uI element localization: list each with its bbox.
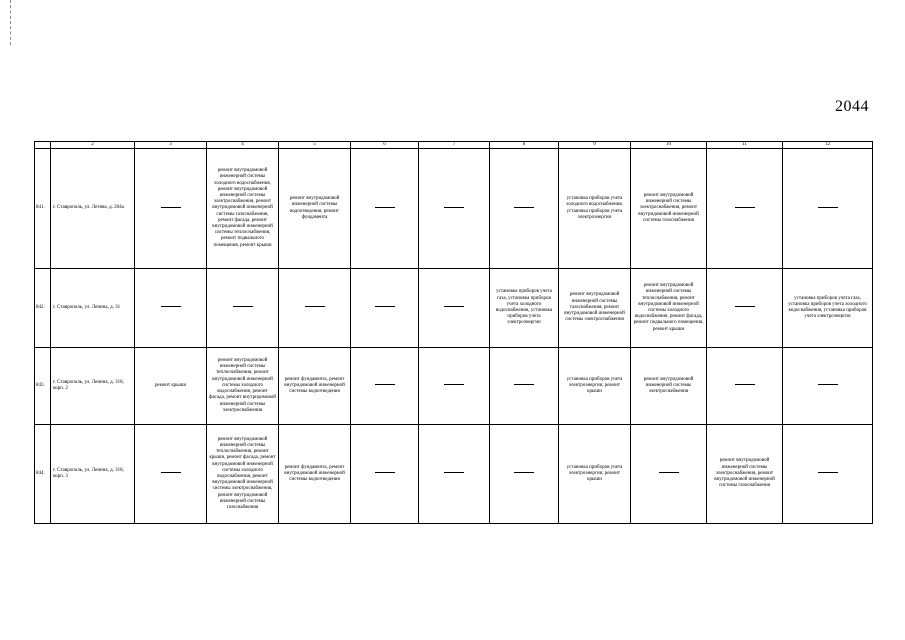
work-cell-col4 [207, 269, 279, 348]
work-cell-col11 [707, 269, 783, 348]
address-cell: г. Ставрополь, ул. Летяна, д. 204а [51, 149, 135, 269]
column-number: 10 [631, 142, 707, 149]
column-number: 7 [419, 142, 490, 149]
row-number: 844. [35, 425, 51, 524]
dash-mark [818, 384, 838, 385]
work-cell-col3: ремонт крыши [135, 348, 207, 425]
row-number: 842. [35, 269, 51, 348]
column-number: 5 [279, 142, 351, 149]
work-cell-col4: ремонт внутридомовой инженерной системы теплоснабжения, ремонт внутридомовой инженерной системы холодного водоснабжения, ремонт фасада, ремонт внутридомовой инженерной системы электроснабжения [207, 348, 279, 425]
work-cell-col11 [707, 149, 783, 269]
dash-mark [735, 306, 755, 307]
work-cell-col9: установка приборов учета холодного водоснабжения, установка приборов учета электроэнергии [559, 149, 631, 269]
address-cell: г. Ставрополь, ул. Ленина, д. 318, корп. 2 [51, 348, 135, 425]
work-cell-col6 [351, 348, 419, 425]
dash-mark [514, 207, 534, 208]
column-number: 8 [490, 142, 559, 149]
dash-mark [161, 306, 181, 307]
column-number: 6 [351, 142, 419, 149]
column-number: 3 [135, 142, 207, 149]
work-cell-col10: ремонт внутридомовой инженерной системы электроснабжения [631, 348, 707, 425]
margin-rule [10, 0, 11, 45]
dash-mark [818, 207, 838, 208]
work-cell-col4: ремонт внутридомовой инженерной системы теплоснабжения, ремонт крыши, ремонт фасада, ремонт внутридомовой инженерной системы холодного водоснабжения, ремонт внутридомовой инженерной системы электроснабжения, ремонт внутридомовой инженерной системы газоснабжения [207, 425, 279, 524]
dash-mark [161, 472, 181, 473]
work-cell-col12: установка приборов учета газа, установка приборов учета холодного водоснабжения, установка приборов учета электроэнергии [783, 269, 873, 348]
work-cell-col5: ремонт фундамента, ремонт внутридомовой инженерной системы водоотведения [279, 348, 351, 425]
work-cell-col3 [135, 425, 207, 524]
work-cell-col8 [490, 348, 559, 425]
repair-program-table [34, 141, 873, 524]
work-cell-col8 [490, 425, 559, 524]
dash-mark [233, 306, 253, 307]
row-number: 843. [35, 348, 51, 425]
dash-mark [375, 384, 395, 385]
work-cell-col4: ремонт внутридомовой инженерной системы холодного водоснабжения, ремонт внутридомовой инженерной системы электроснабжения, ремонт внутридомовой инженерной системы газоснабжения, ремонт фасада, ремонт внутридомовой инженерной системы теплоснабжения, ремонт подвального помещения, ремонт крыши [207, 149, 279, 269]
dash-mark [444, 207, 464, 208]
dash-mark [735, 384, 755, 385]
table-row [35, 348, 873, 425]
column-number-row [35, 142, 873, 149]
work-cell-col6 [351, 149, 419, 269]
table-row [35, 269, 873, 348]
table-row [35, 425, 873, 524]
column-number: 9 [559, 142, 631, 149]
dash-mark [444, 306, 464, 307]
work-cell-col10: ремонт внутридомовой инженерной системы электроснабжения, ремонт внутридомовой инженерной системы газоснабжения [631, 149, 707, 269]
work-cell-col7 [419, 348, 490, 425]
work-cell-col5: ремонт внутридомовой инженерной системы водоотведения, ремонт фундамента [279, 149, 351, 269]
work-cell-col11: ремонт внутридомовой инженерной системы электроснабжения, ремонт внутридомовой инженерной системы газоснабжения [707, 425, 783, 524]
table-row [35, 149, 873, 269]
dash-mark [375, 472, 395, 473]
work-cell-col6 [351, 425, 419, 524]
dash-mark [514, 472, 534, 473]
work-cell-col3 [135, 269, 207, 348]
work-cell-col7 [419, 269, 490, 348]
work-cell-col3 [135, 149, 207, 269]
column-number [35, 142, 51, 149]
dash-mark [659, 472, 679, 473]
dash-mark [305, 306, 325, 307]
dash-mark [818, 472, 838, 473]
address-cell: г. Ставрополь, ул. Ленина, д. 31 [51, 269, 135, 348]
dash-mark [161, 207, 181, 208]
work-cell-col5: ремонт фундамента, ремонт внутридомовой инженерной системы водоотведения [279, 425, 351, 524]
column-number: 12 [783, 142, 873, 149]
page-number: 2044 [835, 98, 869, 115]
row-number: 841. [35, 149, 51, 269]
work-cell-col12 [783, 425, 873, 524]
dash-mark [735, 207, 755, 208]
work-cell-col7 [419, 425, 490, 524]
dash-mark [444, 472, 464, 473]
dash-mark [375, 207, 395, 208]
column-number: 4 [207, 142, 279, 149]
dash-mark [514, 384, 534, 385]
work-cell-col9: ремонт внутридомовой инженерной системы газоснабжения, ремонт внутридомовой инженерной системы электроснабжения [559, 269, 631, 348]
column-number: 2 [51, 142, 135, 149]
work-cell-col11 [707, 348, 783, 425]
work-cell-col12 [783, 149, 873, 269]
work-cell-col5 [279, 269, 351, 348]
dash-mark [444, 384, 464, 385]
work-cell-col10: ремонт внутридомовой инженерной системы теплоснабжения, ремонт внутридомовой инженерной системы холодного водоснабжения, ремонт фасада, ремонт подвального помещения, ремонт крыши [631, 269, 707, 348]
work-cell-col10 [631, 425, 707, 524]
work-cell-col9: установка приборов учета электроэнергии, ремонт крыши [559, 348, 631, 425]
column-number: 11 [707, 142, 783, 149]
work-cell-col12 [783, 348, 873, 425]
work-cell-col8 [490, 149, 559, 269]
work-cell-col9: установка приборов учета электроэнергии, ремонт крыши [559, 425, 631, 524]
work-cell-col6 [351, 269, 419, 348]
address-cell: г. Ставрополь, ул. Ленина, д. 318, корп. 3 [51, 425, 135, 524]
dash-mark [375, 306, 395, 307]
work-cell-col7 [419, 149, 490, 269]
work-cell-col8: установка приборов учета газа, установка приборов учета холодного водоснабжения, установка приборов учета электроэнергии [490, 269, 559, 348]
